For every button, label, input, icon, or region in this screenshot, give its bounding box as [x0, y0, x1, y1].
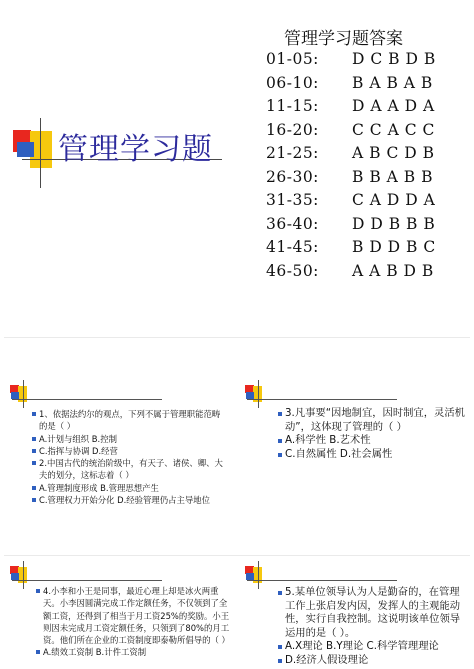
answer-row	[266, 74, 436, 98]
decoration-blue-square	[11, 392, 19, 399]
answer-range: 31-35:	[266, 191, 319, 209]
answer-options: C.自然属性 D.社会属性	[278, 448, 466, 462]
decoration-horizontal-line	[12, 399, 162, 400]
answer-letters: C C A C C	[352, 120, 435, 139]
answer-letters: C A D D A	[352, 191, 436, 209]
question-list	[278, 407, 466, 461]
answer-range: 36-40:	[266, 214, 319, 233]
answer-options: C.管理权力开始分化 D.经验管理仍占主导地位	[32, 494, 227, 506]
answer-row	[266, 168, 436, 192]
decoration-horizontal-line	[247, 399, 397, 400]
decoration-blue-square	[246, 573, 254, 580]
answer-row	[266, 50, 436, 74]
question-text: 1、依据法约尔的观点，下列不属于管理职能范畴的是（ ）	[32, 408, 227, 433]
question-text: 3.凡事要“因地制宜，因时制宜，灵活机动”，这体现了管理的（ ）	[278, 407, 466, 434]
answer-range: 21-25:	[266, 144, 319, 162]
answer-row	[266, 121, 436, 145]
question-list	[278, 586, 468, 667]
answer-range: 26-30:	[266, 167, 319, 186]
decoration-blue-square	[246, 392, 254, 399]
question-text: 4.小李和小王是同事，最近心理上却是冰火两重天。小李因圆满完成工作定额任务，不仅领到了全额工资，还得到了相当于月工资25%的奖励。小王则因未完成月工资定额任务，只领到了80%的月工资。他们所在企业的工资制度即泰勒所倡导的（ ）	[36, 585, 232, 646]
decoration-vertical-line	[23, 380, 24, 408]
answer-row	[266, 262, 436, 286]
question-list	[36, 585, 232, 659]
answer-options: A.管理制度形成 B.管理思想产生	[32, 482, 227, 494]
answer-options: D.经济人假设理论	[278, 654, 468, 668]
answer-row	[266, 238, 436, 262]
answer-letters: A A B D B	[352, 261, 434, 280]
question-list	[32, 408, 227, 506]
answer-letters: B A B A B	[352, 73, 433, 92]
answer-letters: B D D B C	[352, 238, 436, 256]
decoration-horizontal-line	[247, 580, 397, 581]
answer-key-title: 管理学习题答案	[284, 29, 403, 49]
answer-options: C.指挥与协调 D.经营	[32, 445, 227, 457]
answer-range: 01-05:	[266, 50, 319, 68]
slide-title: 管理学习题	[58, 132, 213, 167]
answer-letters: B B A B B	[352, 167, 433, 186]
answer-options: A.绩效工资制 B.计件工资制	[36, 646, 232, 658]
answer-row	[266, 215, 436, 239]
slide-divider	[4, 555, 470, 556]
answer-letters: D C B D B	[352, 50, 436, 68]
decoration-vertical-line	[23, 561, 24, 589]
answer-range: 11-15:	[266, 97, 319, 115]
answer-range: 46-50:	[266, 261, 319, 280]
answer-options: A.X理论 B.Y理论 C.科学管理理论	[278, 640, 468, 654]
decoration-blue-square	[17, 142, 34, 157]
answer-options: A.计划与组织 B.控制	[32, 433, 227, 445]
answer-letters: D A A D A	[352, 97, 435, 115]
answer-range: 06-10:	[266, 73, 319, 92]
answer-key-list	[266, 50, 436, 285]
decoration-vertical-line	[258, 380, 259, 408]
answer-range: 16-20:	[266, 120, 319, 139]
answer-letters: A B C D B	[352, 144, 435, 162]
answer-row	[266, 97, 436, 121]
question-text: 5.某单位领导认为人是勤奋的，在管理工作上张启发内因，发挥人的主观能动性，实行自我控制。这说明该单位领导运用的是（ ）。	[278, 586, 468, 640]
answer-options: A.科学性 B.艺术性	[278, 434, 466, 448]
question-text: 2.中国古代的统治阶级中，有天子、诸侯、卿、大夫的划分，这标志着（ ）	[32, 457, 227, 482]
decoration-blue-square	[11, 573, 19, 580]
answer-range: 41-45:	[266, 238, 319, 256]
decoration-vertical-line	[258, 561, 259, 589]
slide-divider	[4, 337, 470, 338]
answer-letters: D D B B B	[352, 214, 436, 233]
answer-row	[266, 144, 436, 168]
answer-row	[266, 191, 436, 215]
decoration-vertical-line	[40, 118, 41, 188]
decoration-horizontal-line	[12, 580, 162, 581]
